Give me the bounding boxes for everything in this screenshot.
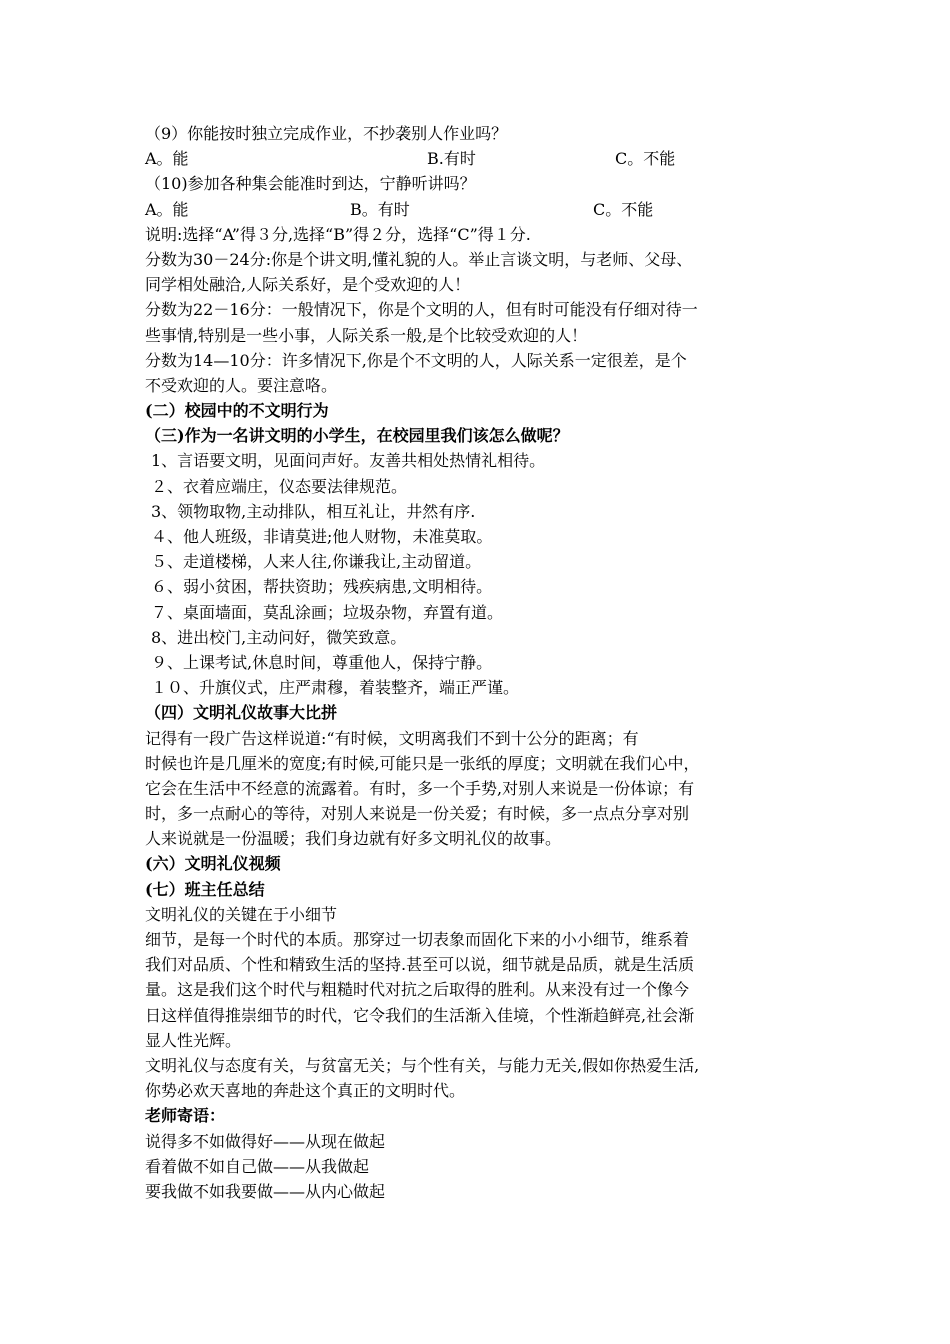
summary-line: 量。这是我们这个时代与粗糙时代对抗之后取得的胜利。从来没有过一个像今 [145,980,690,1000]
rule-item: ４、他人班级，非请莫进;他人财物，未准莫取。 [151,527,493,546]
story-line: 人来说就是一份温暖；我们身边就有好多文明礼仪的故事。 [145,829,562,849]
option-c: C。不能 [593,199,654,219]
story-line: 记得有一段广告这样说道:“有时候，文明离我们不到十公分的距离；有 [145,728,639,748]
question-9-options [145,146,810,171]
question-10-options [145,197,810,222]
scoring-line: 分数为22－16分：一般情况下，你是个文明的人，但有时可能没有仔细对待一 [145,300,698,320]
teacher-message: 看着做不如自己做——从我做起 [145,1156,370,1176]
section-heading: (七）班主任总结 [145,879,265,899]
rule-item: 1、言语要文明，见面问声好。友善共相处热情礼相待。 [151,451,546,471]
story-line: 时，多一点耐心的等待，对别人来说是一份关爱；有时候，多一点点分享对别 [145,804,690,824]
rule-item: ７、桌面墙面，莫乱涂画；垃圾杂物，弃置有道。 [151,602,504,622]
teacher-message: 要我做不如我要做——从内心做起 [145,1181,386,1201]
rule-item: ２、衣着应端庄，仪态要法律规范。 [151,476,408,496]
section-heading: 老师寄语： [145,1106,226,1126]
document-page [145,121,810,1204]
summary-line: 我们对品质、个性和精致生活的坚持.甚至可以说，细节就是品质，就是生活质 [145,955,695,975]
scoring-line: 分数为14—10分：许多情况下,你是个不文明的人，人际关系一定很差，是个 [145,350,687,370]
section-heading: （四）文明礼仪故事大比拼 [145,703,338,723]
option-b: B。有时 [350,199,410,219]
option-b: B.有时 [427,149,476,169]
scoring-line: 说明:选择“A”得３分,选择“B”得２分，选择“C”得１分. [145,224,531,244]
option-a: A。能 [145,149,189,169]
section-heading: (六）文明礼仪视频 [145,854,281,874]
scoring-line: 同学相处融洽,人际关系好，是个受欢迎的人！ [145,275,471,295]
rule-item: 8、进出校门,主动问好，微笑致意。 [151,627,407,647]
rule-item: ５、走道楼梯，人来人往,你谦我让,主动留道。 [151,552,482,572]
rule-item: ９、上课考试,休息时间，尊重他人，保持宁静。 [151,652,493,672]
scoring-line: 些事情,特别是一些小事，人际关系一般,是个比较受欢迎的人！ [145,325,588,345]
section-heading: （三)作为一名讲文明的小学生，在校园里我们该怎么做呢？ [145,426,569,446]
question-9: （9）你能按时独立完成作业，不抄袭别人作业吗？ [145,124,508,143]
teacher-message: 说得多不如做得好——从现在做起 [145,1131,386,1151]
summary-line: 文明礼仪的关键在于小细节 [145,904,338,924]
summary-line: 显人性光辉。 [145,1030,242,1050]
section-heading: (二）校园中的不文明行为 [145,401,329,421]
summary-line: 你势必欢天喜地的奔赴这个真正的文明时代。 [145,1081,466,1101]
summary-line: 细节，是每一个时代的本质。那穿过一切表象而固化下来的小小细节，维系着 [145,930,690,949]
scoring-line: 不受欢迎的人。要注意咯。 [145,375,338,395]
scoring-line: 分数为30－24分:你是个讲文明,懂礼貌的人。举止言谈文明，与老师、父母、 [145,249,693,269]
rule-item: ６、弱小贫困，帮扶资助；残疾病患,文明相待。 [151,577,493,597]
summary-line: 文明礼仪与态度有关，与贫富无关；与个性有关，与能力无关,假如你热爱生活, [145,1055,700,1075]
option-c: C。不能 [615,149,676,169]
story-line: 它会在生活中不经意的流露着。有时，多一个手势,对别人来说是一份体谅；有 [145,778,695,798]
summary-line: 日这样值得推崇细节的时代，它令我们的生活渐入佳境，个性渐趋鲜亮,社会渐 [145,1005,695,1025]
rule-item: 3、领物取物,主动排队，相互礼让，井然有序. [151,501,476,521]
option-a: A。能 [145,199,189,219]
question-10: （10)参加各种集会能准时到达，宁静听讲吗？ [145,174,476,194]
rule-item: １０、升旗仪式，庄严肃穆，着装整齐，端正严谨。 [151,678,520,698]
story-line: 时候也许是几厘米的宽度;有时候,可能只是一张纸的厚度；文明就在我们心中， [145,753,700,773]
